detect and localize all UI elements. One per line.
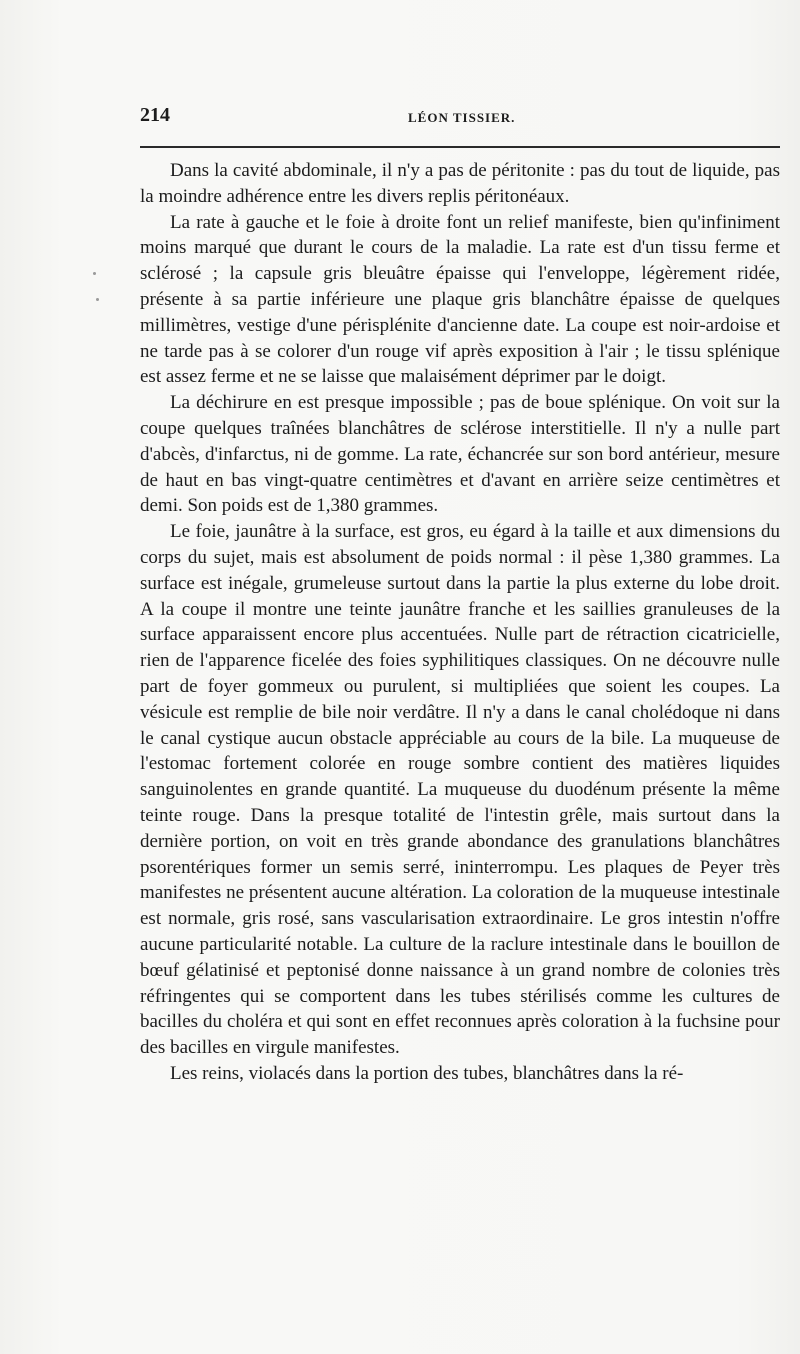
header-rule	[140, 146, 780, 148]
paper-speck	[96, 298, 99, 301]
paper-speck	[93, 272, 96, 275]
body-text	[140, 158, 780, 1087]
paragraph: La déchirure en est presque impossible ; pas de boue splénique. On voit sur la coupe quelques traînées blanchâtres de sclérose interstitielle. Il n'y a nulle part d'abcès, d'infarctus, ni de gomme. La rate, échancrée sur son bord antérieur, mesure de haut en bas vingt-quatre centimètres et d'avant en arrière seize centimètres et demi. Son poids est de 1,380 grammes.	[140, 392, 780, 517]
paragraph: La rate à gauche et le foie à droite font un relief manifeste, bien qu'infiniment moins marqué que durant le cours de la maladie. La rate est d'un tissu ferme et sclérosé ; la capsule gris bleuâtre épaisse qui l'enveloppe, légèrement ridée, présente à sa partie inférieure une plaque gris blanchâtre épaisse de quelques millimètres, vestige d'une périsplénite d'ancienne date. La coupe est noir-ardoise et ne tarde pas à se colorer d'un rouge vif après exposition à l'air ; le tissu splénique est assez ferme et ne se laisse que malaisément déprimer par le doigt.	[140, 211, 780, 388]
running-head: LÉON TISSIER.	[408, 110, 516, 125]
page-header	[140, 104, 780, 128]
paragraph: Les reins, violacés dans la portion des tubes, blanchâtres dans la ré-	[170, 1062, 684, 1084]
paragraph: Dans la cavité abdominale, il n'y a pas de péritonite : pas du tout de liquide, pas la moindre adhérence entre les divers replis péritonéaux.	[140, 160, 780, 207]
page-number: 214	[140, 104, 170, 126]
paragraph: Le foie, jaunâtre à la surface, est gros, eu égard à la taille et aux dimensions du corps du sujet, mais est absolument de poids normal : il pèse 1,380 grammes. La surface est inégale, grumeleuse surtout dans la partie la plus externe du lobe droit. A la coupe il montre une teinte jaunâtre franche et les saillies granuleuses de la surface apparaissent encore plus accentuées. Nulle part de rétraction cicatricielle, rien de l'apparence ficelée des foies syphilitiques classiques. On ne découvre nulle part de foyer gommeux ou purulent, si multipliées que soient les coupes. La vésicule est remplie de bile noir verdâtre. Il n'y a dans le canal cholédoque ni dans le canal cystique aucun obstacle appréciable au cours de la bile. La muqueuse de l'estomac fortement colorée en rouge sombre contient des matières liquides sanguinolentes en grande quantité. La muqueuse du duodénum présente la même teinte rouge. Dans la presque totalité de l'intestin grêle, mais surtout dans la dernière portion, on voit en très grande abondance des granulations blanchâtres psorentériques former un semis serré, ininterrompu. Les plaques de Peyer très manifestes ne présentent aucune altération. La coloration de la muqueuse intestinale est normale, gris rosé, sans vascularisation extraordinaire. Le gros intestin n'offre aucune particularité notable. La culture de la raclure intestinale dans le bouillon de bœuf gélatinisé et peptonisé donne naissance à un grand nombre de colonies très réfringentes qui se comportent dans les tubes stérilisés comme les cultures de bacilles du choléra et qui sont en effet reconnues après coloration à la fuchsine pour des bacilles en virgule manifestes.	[140, 521, 780, 1059]
